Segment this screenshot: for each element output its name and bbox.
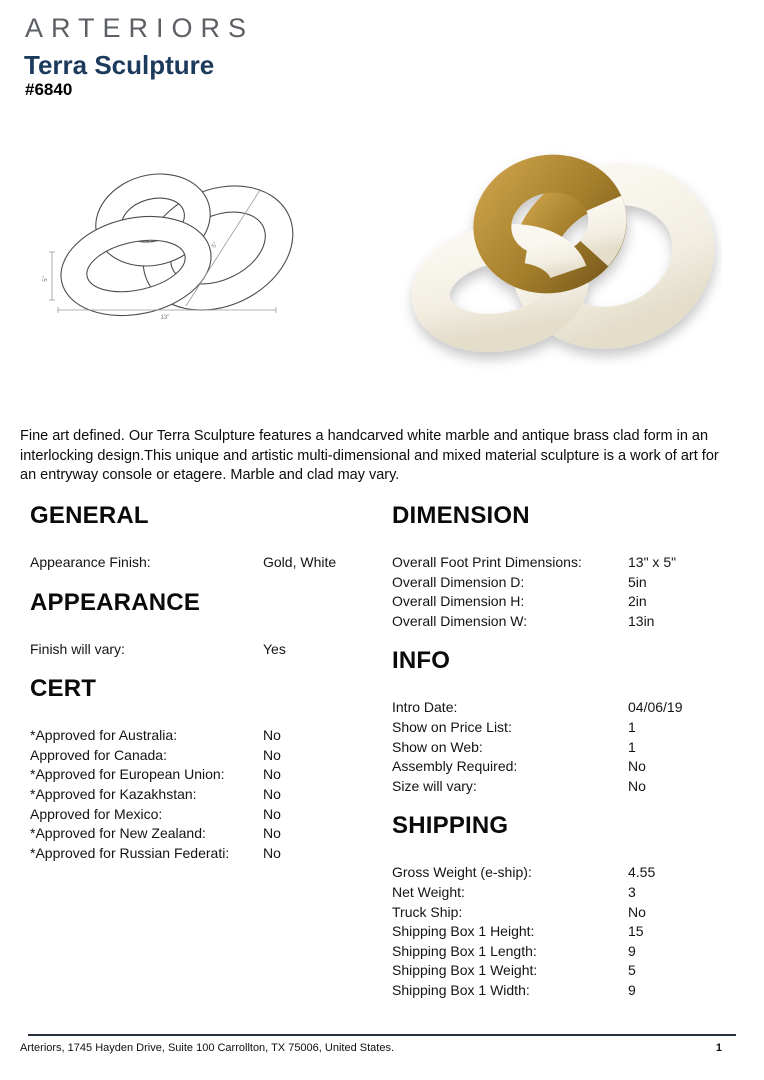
spec-label: Appearance Finish: bbox=[30, 554, 151, 570]
section-appearance bbox=[30, 590, 380, 660]
spec-value: No bbox=[628, 903, 646, 920]
spec-row bbox=[30, 765, 380, 785]
spec-row bbox=[30, 785, 380, 805]
spec-value: 2in bbox=[628, 593, 647, 610]
spec-label: *Approved for New Zealand: bbox=[30, 825, 206, 842]
spec-row bbox=[30, 553, 380, 573]
spec-row bbox=[392, 592, 742, 612]
spec-label: Size will vary: bbox=[392, 777, 477, 794]
spec-row bbox=[392, 961, 742, 981]
spec-value: No bbox=[263, 785, 281, 802]
spec-row bbox=[30, 746, 380, 766]
spec-value: No bbox=[628, 777, 646, 794]
spec-label: Shipping Box 1 Length: bbox=[392, 942, 537, 959]
spec-row bbox=[392, 883, 742, 903]
spec-value: No bbox=[263, 825, 281, 842]
spec-label: Approved for Mexico: bbox=[30, 805, 163, 822]
spec-label: Intro Date: bbox=[392, 699, 458, 716]
spec-row bbox=[392, 573, 742, 593]
spec-row bbox=[392, 698, 742, 718]
spec-value: 5 bbox=[628, 962, 636, 979]
section-heading: DIMENSION bbox=[392, 502, 530, 529]
spec-value: Gold, White bbox=[263, 554, 337, 570]
section-dimension bbox=[392, 503, 742, 631]
spec-label: Overall Dimension D: bbox=[392, 573, 525, 590]
spec-value: 1 bbox=[628, 718, 636, 735]
footer-address: Arteriors, 1745 Hayden Drive, Suite 100 Carrollton, TX 75006, United States. bbox=[20, 1042, 394, 1054]
page-title: Terra Sculpture bbox=[24, 50, 215, 80]
spec-label: Gross Weight (e-ship): bbox=[392, 864, 532, 881]
spec-row bbox=[30, 640, 380, 660]
spec-label: *Approved for Russian Federati: bbox=[30, 844, 230, 861]
spec-value: 1 bbox=[628, 738, 636, 755]
spec-value: No bbox=[263, 805, 281, 822]
spec-value: No bbox=[263, 727, 281, 744]
spec-label: Overall Foot Print Dimensions: bbox=[392, 554, 582, 570]
section-heading: CERT bbox=[30, 675, 97, 703]
spec-label: *Approved for Australia: bbox=[30, 727, 178, 744]
section-heading: INFO bbox=[392, 647, 451, 675]
spec-label: Assembly Required: bbox=[392, 758, 518, 775]
spec-value: No bbox=[263, 844, 281, 861]
spec-value: Yes bbox=[263, 640, 286, 657]
height-dimension-label: 5" bbox=[43, 276, 49, 282]
spec-label: Overall Dimension H: bbox=[392, 593, 525, 610]
spec-value: No bbox=[628, 758, 646, 775]
spec-value: 13" x 5" bbox=[628, 554, 677, 570]
spec-row bbox=[30, 824, 380, 844]
spec-row bbox=[30, 805, 380, 825]
spec-row bbox=[30, 726, 380, 746]
product-sku: #6840 bbox=[25, 80, 73, 99]
width-dimension-label: 13" bbox=[160, 315, 170, 321]
spec-value: 3 bbox=[628, 883, 636, 900]
product-photo bbox=[398, 136, 722, 372]
spec-label: Shipping Box 1 Width: bbox=[392, 981, 530, 998]
spec-column-right bbox=[392, 503, 742, 1018]
section-heading: APPEARANCE bbox=[30, 588, 201, 616]
spec-label: Approved for Canada: bbox=[30, 746, 167, 763]
section-cert bbox=[30, 676, 380, 863]
depth-dimension-label: 5" bbox=[211, 241, 220, 250]
footer-divider bbox=[28, 1034, 736, 1036]
spec-value: 4.55 bbox=[628, 864, 656, 881]
spec-label: Show on Web: bbox=[392, 738, 483, 755]
spec-label: Shipping Box 1 Height: bbox=[392, 923, 535, 940]
spec-label: Finish will vary: bbox=[30, 640, 125, 657]
section-heading: GENERAL bbox=[30, 502, 149, 529]
spec-row bbox=[392, 903, 742, 923]
spec-row bbox=[392, 922, 742, 942]
spec-label: Overall Dimension W: bbox=[392, 612, 528, 629]
spec-label: Truck Ship: bbox=[392, 903, 463, 920]
spec-value: 15 bbox=[628, 923, 644, 940]
spec-label: Shipping Box 1 Weight: bbox=[392, 962, 538, 979]
section-heading: SHIPPING bbox=[392, 812, 509, 840]
spec-row bbox=[392, 738, 742, 758]
section-shipping bbox=[392, 813, 742, 1000]
spec-value: 5in bbox=[628, 573, 647, 590]
spec-label: *Approved for European Union: bbox=[30, 766, 225, 783]
spec-row bbox=[392, 757, 742, 777]
section-info bbox=[392, 648, 742, 796]
spec-value: No bbox=[263, 746, 281, 763]
spec-column-left bbox=[30, 503, 380, 880]
spec-row bbox=[392, 981, 742, 1001]
spec-value: No bbox=[263, 766, 281, 783]
spec-label: Net Weight: bbox=[392, 883, 465, 900]
brand-logo: ARTERIORS bbox=[25, 13, 255, 43]
spec-row bbox=[392, 612, 742, 632]
line-drawing bbox=[38, 148, 302, 353]
page-number: 1 bbox=[715, 1042, 722, 1054]
spec-row bbox=[392, 863, 742, 883]
photo-white-clad-top bbox=[584, 203, 614, 253]
section-general bbox=[30, 503, 380, 573]
spec-value: 9 bbox=[628, 981, 636, 998]
spec-label: *Approved for Kazakhstan: bbox=[30, 785, 197, 802]
spec-label: Show on Price List: bbox=[392, 718, 512, 735]
product-description: Fine art defined. Our Terra Sculpture features a handcarved white marble and antique brass clad form in an interlocking design.This unique and artistic multi-dimensional and mixed material sculpture is a work of art for an entryway console or etagere. Marble and clad may vary. bbox=[20, 428, 719, 483]
spec-row bbox=[392, 553, 742, 573]
spec-row bbox=[392, 777, 742, 797]
spec-value: 04/06/19 bbox=[628, 699, 683, 716]
spec-row bbox=[30, 844, 380, 864]
spec-value: 9 bbox=[628, 942, 636, 959]
spec-row bbox=[392, 718, 742, 738]
spec-value: 13in bbox=[628, 612, 655, 629]
spec-row bbox=[392, 942, 742, 962]
